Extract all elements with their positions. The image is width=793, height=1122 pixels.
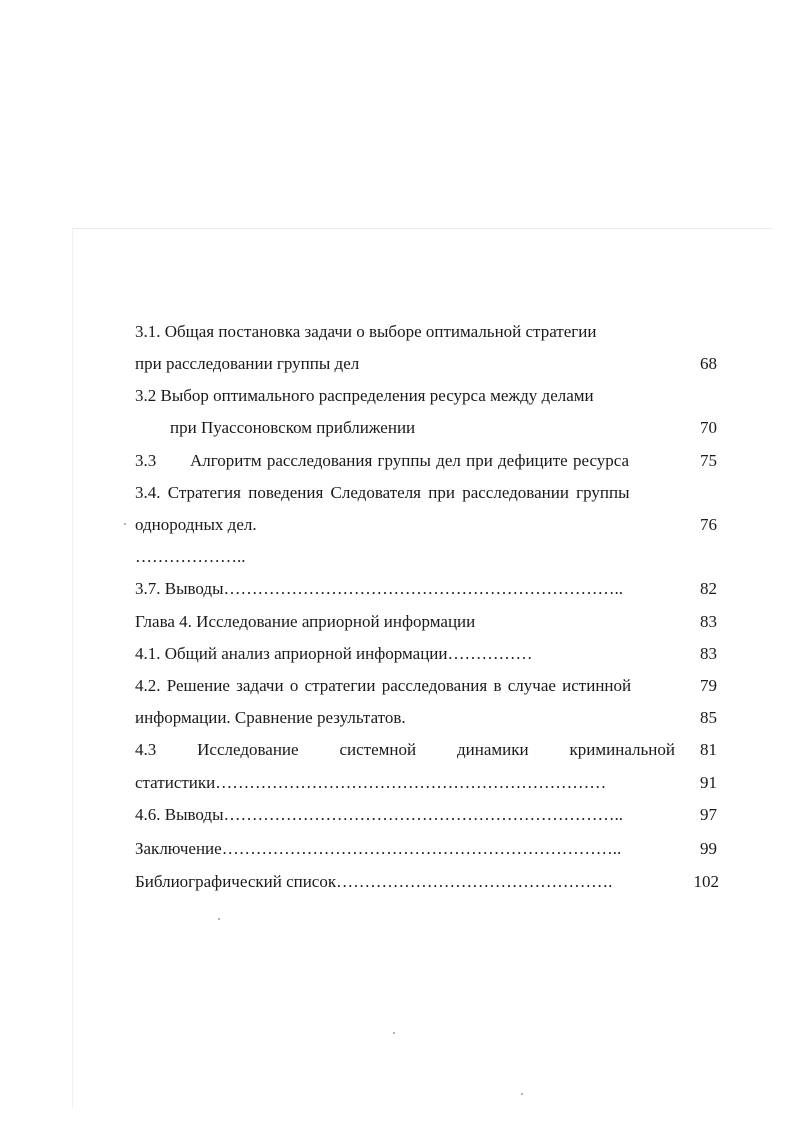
toc-entry-4-3-word: 4.3	[135, 740, 157, 759]
toc-entry-3-1-line2: при расследовании группы дел	[135, 354, 360, 373]
toc-page-conclusion: 99	[700, 839, 717, 858]
toc-conclusion: Заключение……………………………………………………………..	[135, 839, 622, 858]
toc-entry-4-3-word: криминальной	[569, 740, 675, 759]
toc-page-3-3: 75	[700, 451, 717, 470]
toc-page-chapter-4: 83	[700, 612, 717, 631]
toc-entry-3-7: 3.7. Выводы……………………………………………………………..	[135, 579, 624, 598]
toc-page-4-1: 83	[700, 644, 717, 663]
toc-page-3-4: 76	[700, 515, 717, 534]
toc-entry-4-2-line1: 4.2. Решение задачи о стратегии расследования в случае истинной	[135, 676, 632, 695]
toc-page-bibliography: 102	[693, 872, 719, 891]
toc-entry-4-6: 4.6. Выводы……………………………………………………………..	[135, 805, 624, 824]
toc-page-4-2-old: 79	[700, 676, 717, 695]
toc-omitted-entries: ………………..	[135, 547, 246, 566]
toc-page-3-2: 70	[700, 418, 717, 437]
toc-entry-3-4-line1: 3.4. Стратегия поведения Следователя при расследовании группы	[135, 483, 630, 502]
toc-entry-4-1: 4.1. Общий анализ априорной информации……………	[135, 644, 533, 663]
toc-page-4-3-old: 81	[700, 740, 717, 759]
toc-page-3-1: 68	[700, 354, 717, 373]
toc-entry-4-3-word: системной	[339, 740, 417, 759]
toc-entry-4-3-word: Исследование	[197, 740, 299, 759]
toc-entry-4-2-line2: информации. Сравнение результатов.	[135, 708, 406, 727]
toc-entry-4-3-word: динамики	[457, 740, 529, 759]
toc-entry-3-3-number: 3.3	[135, 451, 157, 470]
toc-entry-3-1-line1: 3.1. Общая постановка задачи о выборе оптимальной стратегии	[135, 322, 597, 341]
toc-entry-3-3-title: Алгоритм расследования группы дел при дефиците ресурса	[190, 451, 630, 470]
toc-page-4-6: 97	[700, 805, 717, 824]
toc-entry-3-2-line1: 3.2 Выбор оптимального распределения ресурса между делами	[135, 386, 594, 405]
toc-page-4-2: 85	[700, 708, 717, 727]
toc-entry-4-3-line2: статистики……………………………………………………………	[135, 773, 607, 792]
toc-bibliography: Библиографический список………………………………………….	[135, 872, 613, 891]
toc-page-4-3: 91	[700, 773, 717, 792]
toc-entry-3-4-line2: однородных дел.	[135, 515, 257, 534]
toc-entry-3-2-line2: при Пуассоновском приближении	[170, 418, 416, 437]
toc-entry-4-3-line1	[135, 737, 675, 763]
toc-chapter-4: Глава 4. Исследование априорной информации	[135, 612, 476, 631]
toc-page-3-7: 82	[700, 579, 717, 598]
